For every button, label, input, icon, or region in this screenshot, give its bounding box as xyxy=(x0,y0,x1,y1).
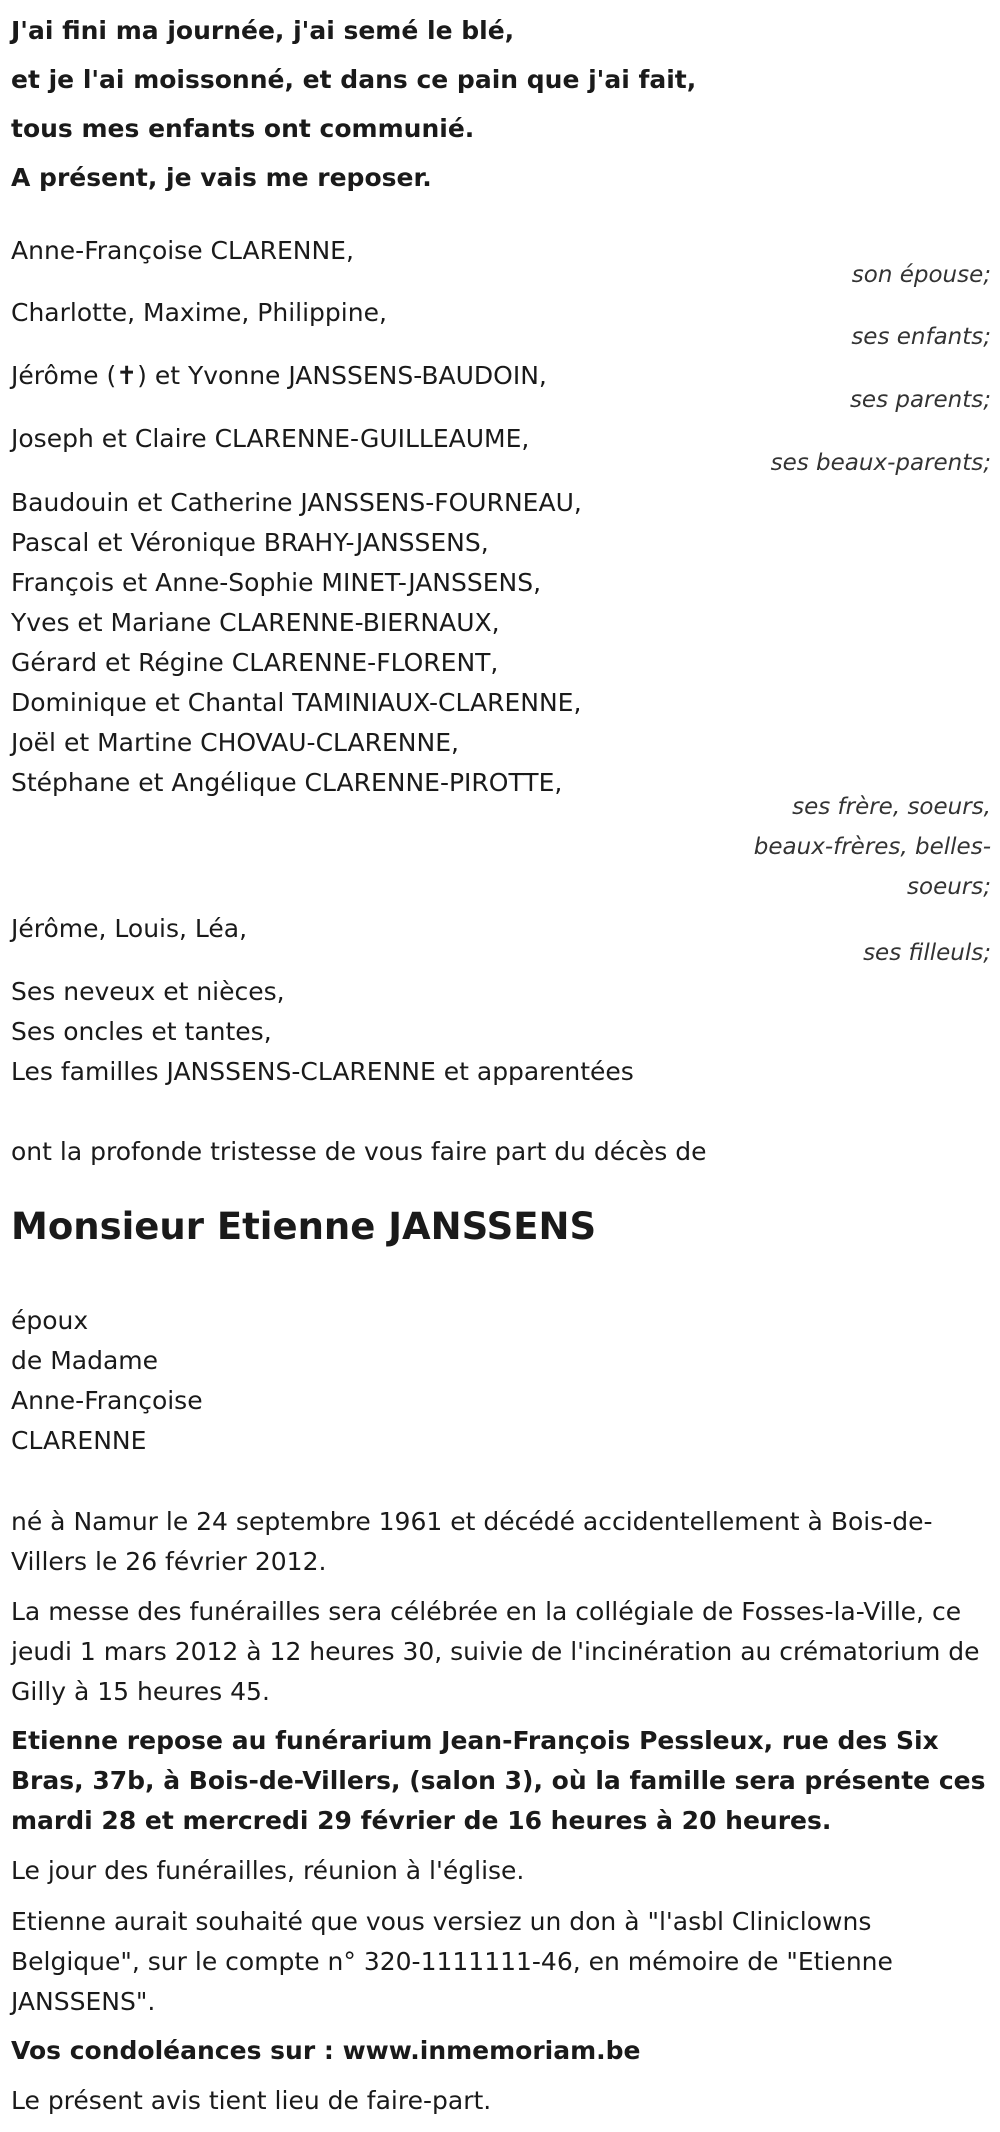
sibling-line: Pascal et Véronique BRAHY-JANSSENS, xyxy=(11,528,489,557)
poem-line: tous mes enfants ont communié. xyxy=(11,114,475,143)
siblings-role-line: soeurs; xyxy=(907,874,991,900)
siblings-role-line: ses frère, soeurs, xyxy=(792,794,991,820)
sibling-line: Baudouin et Catherine JANSSENS-FOURNEAU, xyxy=(11,488,582,517)
godchildren-names: Jérôme, Louis, Léa, xyxy=(11,914,248,943)
spouse-of-line: CLARENNE xyxy=(11,1426,147,1455)
others-line: Ses oncles et tantes, xyxy=(11,1017,272,1046)
spouse-of-line: époux xyxy=(11,1306,89,1335)
birth-death-paragraph: né à Namur le 24 septembre 1961 et décédé accidentellement à Bois-de-Villers le 26 février 2012. xyxy=(11,1507,933,1576)
spouse-role: son épouse; xyxy=(851,262,991,288)
meeting-paragraph: Le jour des funérailles, réunion à l'église. xyxy=(11,1856,525,1885)
sibling-line: Joël et Martine CHOVAU-CLARENNE, xyxy=(11,728,459,757)
others-line: Ses neveux et nièces, xyxy=(11,977,285,1006)
donation-paragraph: Etienne aurait souhaité que vous versiez un don à "l'asbl Cliniclowns Belgique", sur le compte n° 320-1111111-46, en mémoire de "Etienne JANSSENS". xyxy=(11,1907,893,2016)
godchildren-role: ses filleuls; xyxy=(863,940,991,966)
parents-names: Jérôme (✝) et Yvonne JANSSENS-BAUDOIN, xyxy=(11,361,547,390)
sibling-line: Gérard et Régine CLARENNE-FLORENT, xyxy=(11,648,499,677)
spouse-name: Anne-Françoise CLARENNE, xyxy=(11,236,354,265)
poem-line: et je l'ai moissonné, et dans ce pain que j'ai fait, xyxy=(11,65,697,94)
spouse-of-line: Anne-Françoise xyxy=(11,1386,203,1415)
poem-line: J'ai fini ma journée, j'ai semé le blé, xyxy=(11,16,515,45)
children-role: ses enfants; xyxy=(851,324,991,350)
inlaws-names: Joseph et Claire CLARENNE-GUILLEAUME, xyxy=(11,424,530,453)
deceased-name: Monsieur Etienne JANSSENS xyxy=(11,1205,597,1248)
poem-line: A présent, je vais me reposer. xyxy=(11,163,432,192)
inlaws-role: ses beaux-parents; xyxy=(770,450,991,476)
poem xyxy=(11,6,991,202)
sibling-line: Stéphane et Angélique CLARENNE-PIROTTE, xyxy=(11,768,563,797)
notice-line: Le présent avis tient lieu de faire-part. xyxy=(11,2086,492,2115)
sibling-line: Yves et Mariane CLARENNE-BIERNAUX, xyxy=(11,608,500,637)
sibling-line: Dominique et Chantal TAMINIAUX-CLARENNE, xyxy=(11,688,582,717)
parents-role: ses parents; xyxy=(849,387,991,413)
announcement: ont la profonde tristesse de vous faire part du décès de xyxy=(11,1137,707,1166)
others-line: Les familles JANSSENS-CLARENNE et apparentées xyxy=(11,1057,634,1086)
sibling-line: François et Anne-Sophie MINET-JANSSENS, xyxy=(11,568,542,597)
condolences-line[interactable]: Vos condoléances sur : www.inmemoriam.be xyxy=(11,2036,641,2065)
rest-paragraph: Etienne repose au funérarium Jean-François Pessleux, rue des Six Bras, 37b, à Bois-de-Villers, (salon 3), où la famille sera présente ces mardi 28 et mercredi 29 février de 16 heures à 20 heures. xyxy=(11,1726,986,1835)
siblings-role-line: beaux-frères, belles- xyxy=(753,834,991,860)
spouse-of-line: de Madame xyxy=(11,1346,159,1375)
children-names: Charlotte, Maxime, Philippine, xyxy=(11,298,387,327)
mass-paragraph: La messe des funérailles sera célébrée en la collégiale de Fosses-la-Ville, ce jeudi 1 mars 2012 à 12 heures 30, suivie de l'incinération au crématorium de Gilly à 15 heures 45. xyxy=(11,1597,980,1706)
